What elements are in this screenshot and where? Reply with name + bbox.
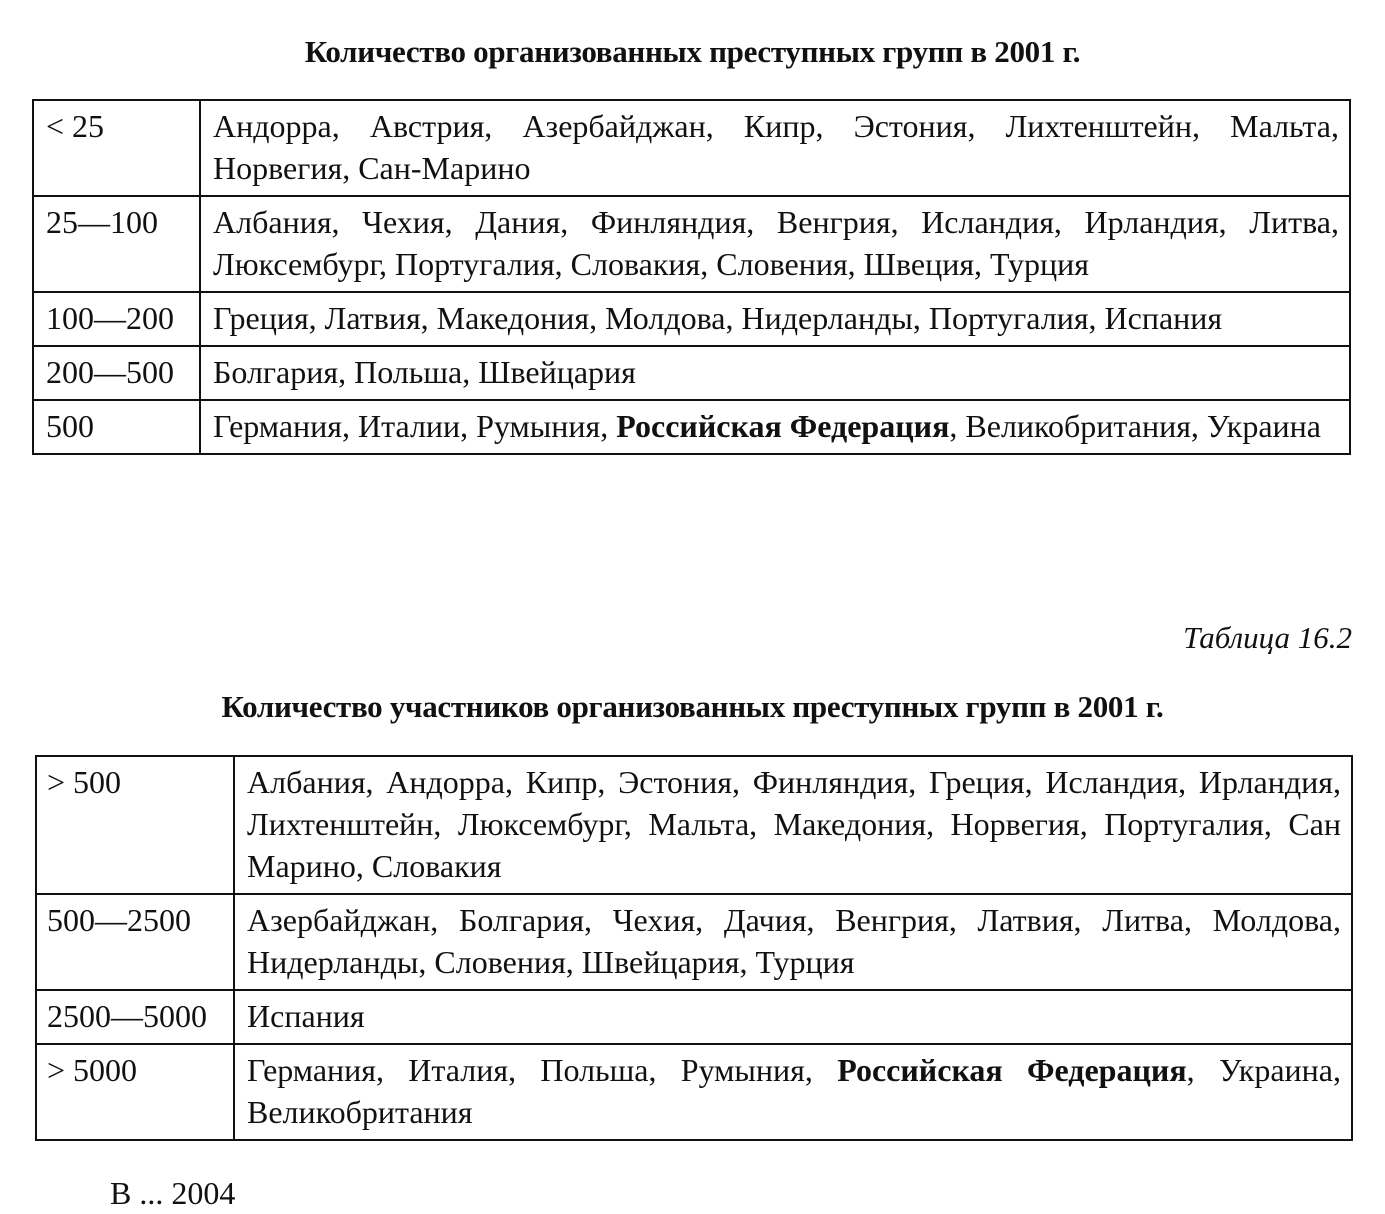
range-cell: 2500—5000 xyxy=(36,990,234,1044)
range-cell: > 500 xyxy=(36,756,234,894)
table-row xyxy=(33,196,1350,292)
footer-text-fragment: В ... 2004 xyxy=(110,1175,236,1211)
countries-cell xyxy=(234,1044,1352,1140)
countries-cell: Греция, Латвия, Македония, Молдова, Нидерланды, Португалия, Испания xyxy=(200,292,1350,346)
countries-cell: Азербайджан, Болгария, Чехия, Дачия, Венгрия, Латвия, Литва, Молдова, Нидерланды, Словения, Швейцария, Турция xyxy=(234,894,1352,990)
table-number-label: Таблица 16.2 xyxy=(1183,620,1352,655)
range-cell: 25—100 xyxy=(33,196,200,292)
countries-text: Германия, Италия, Польша, Румыния, xyxy=(247,1052,838,1088)
table2-group-members xyxy=(35,755,1353,1141)
table2-title: Количество участников организованных преступных групп в 2001 г. xyxy=(221,689,1164,724)
range-cell: 200—500 xyxy=(33,346,200,400)
countries-cell: Албания, Чехия, Дания, Финляндия, Венгрия, Исландия, Ирландия, Литва, Люксембург, Португалия, Словакия, Словения, Швеция, Турция xyxy=(200,196,1350,292)
table-row xyxy=(36,990,1352,1044)
countries-cell: Испания xyxy=(234,990,1352,1044)
range-cell: 500 xyxy=(33,400,200,454)
table-row xyxy=(33,100,1350,196)
countries-text: , Украина, Великобритания xyxy=(247,1052,1342,1130)
countries-cell: Андорра, Австрия, Азербайджан, Кипр, Эстония, Лихтенштейн, Мальта, Норвегия, Сан-Марино xyxy=(200,100,1350,196)
highlight-country: Российская Федерация xyxy=(616,408,950,444)
range-cell: 100—200 xyxy=(33,292,200,346)
table-row xyxy=(33,292,1350,346)
range-cell: > 5000 xyxy=(36,1044,234,1140)
table-row xyxy=(33,346,1350,400)
highlight-country: Российская Федерация xyxy=(837,1052,1187,1088)
countries-text: , Великобритания, Украина xyxy=(949,408,1321,444)
countries-cell xyxy=(200,400,1350,454)
countries-cell: Болгария, Польша, Швейцария xyxy=(200,346,1350,400)
table-row xyxy=(36,756,1352,894)
countries-text: Германия, Италии, Румыния, xyxy=(213,408,617,444)
table-row xyxy=(33,400,1350,454)
range-cell: < 25 xyxy=(33,100,200,196)
table-row xyxy=(36,894,1352,990)
table1-organized-groups xyxy=(32,99,1351,455)
table-row xyxy=(36,1044,1352,1140)
countries-cell: Албания, Андорра, Кипр, Эстония, Финляндия, Греция, Исландия, Ирландия, Лихтенштейн, Люксембург, Мальта, Македония, Норвегия, Португалия, Сан Марино, Словакия xyxy=(234,756,1352,894)
table1-title: Количество организованных преступных групп в 2001 г. xyxy=(304,34,1081,69)
range-cell: 500—2500 xyxy=(36,894,234,990)
